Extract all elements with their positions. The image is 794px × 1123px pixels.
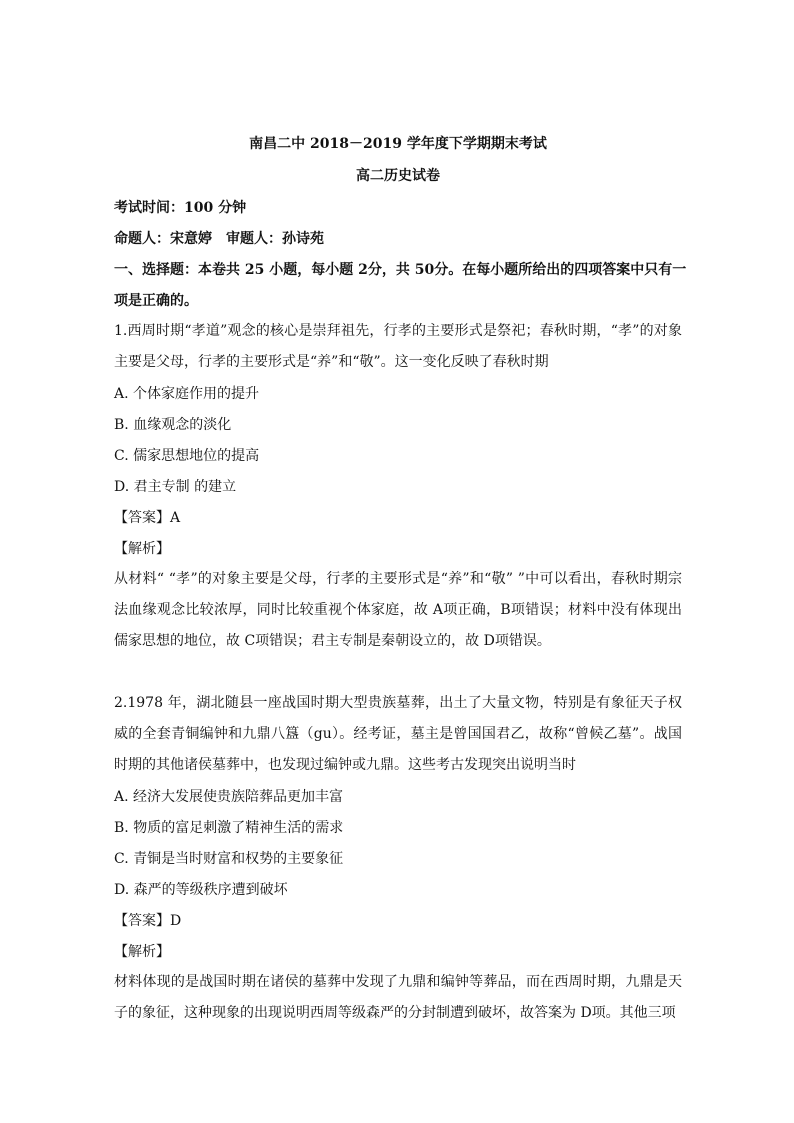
question-1-option-c: C. 儒家思想地位的提高 <box>114 448 260 464</box>
question-1-answer: 【答案】A <box>114 510 181 526</box>
question-2-option-b: B. 物质的富足刺激了精神生活的需求 <box>114 820 344 836</box>
section-heading-line1: 一、选择题：本卷共 25 小题，每小题 2分，共 50分。在每小题所给出的四项答案中只有一 <box>114 262 687 278</box>
section-heading-line2: 项是正确的。 <box>114 293 198 309</box>
question-2-analysis: 材料体现的是战国时期在诸侯的墓葬中发现了九鼎和编钟等葬品，而在西周时期，九鼎是天子的象征，这种现象的出现说明西周等级森严的分封制遭到破坏，故答案为 D项。其他三项 <box>114 974 682 1021</box>
exam-authors: 命题人：宋意婷 审题人：孙诗苑 <box>114 231 324 247</box>
question-2-option-d: D. 森严的等级秩序遭到破坏 <box>114 882 288 898</box>
question-1-analysis: 从材料“ “孝”的对象主要是父母，行孝的主要形式是“养”和“敬” ”中可以看出，春秋时期宗法血缘观念比较浓厚，同时比较重视个体家庭，故 A项正确，B项错误；材料中没有体现出儒家思想的地位，故 C项错误；君主专制是秦朝设立的，故 D项错误。 <box>114 571 682 649</box>
question-2-answer: 【答案】D <box>114 913 182 929</box>
question-1-stem: 1.西周时期“孝道”观念的核心是崇拜祖先，行孝的主要形式是祭祀；春秋时期，“孝”的对象主要是父母，行孝的主要形式是“养”和“敬”。这一变化反映了春秋时期 <box>114 323 682 370</box>
question-1-option-a: A. 个体家庭作用的提升 <box>114 386 260 402</box>
question-2-option-a: A. 经济大发展使贵族陪葬品更加丰富 <box>114 789 344 805</box>
question-1-analysis-label: 【解析】 <box>114 541 170 557</box>
exam-time: 考试时间：100 分钟 <box>114 200 247 216</box>
question-2-option-c: C. 青铜是当时财富和权势的主要象征 <box>114 851 344 867</box>
question-1-option-d: D. 君主专制 的建立 <box>114 479 237 495</box>
exam-subtitle: 高二历史试卷 <box>356 168 440 184</box>
question-2-analysis-label: 【解析】 <box>114 944 170 960</box>
question-1-option-b: B. 血缘观念的淡化 <box>114 417 232 433</box>
exam-title: 南昌二中 2018－2019 学年度下学期期末考试 <box>249 136 547 152</box>
question-2-stem: 2.1978 年，湖北随县一座战国时期大型贵族墓葬，出土了大量文物，特别是有象征天子权威的全套青铜编钟和九鼎八簋（gu）。经考证，墓主是曾国国君乙，故称“曾候乙墓”。战国时期的其他诸侯墓葬中，也发现过编钟或九鼎。这些考古发现突出说明当时 <box>114 695 682 773</box>
